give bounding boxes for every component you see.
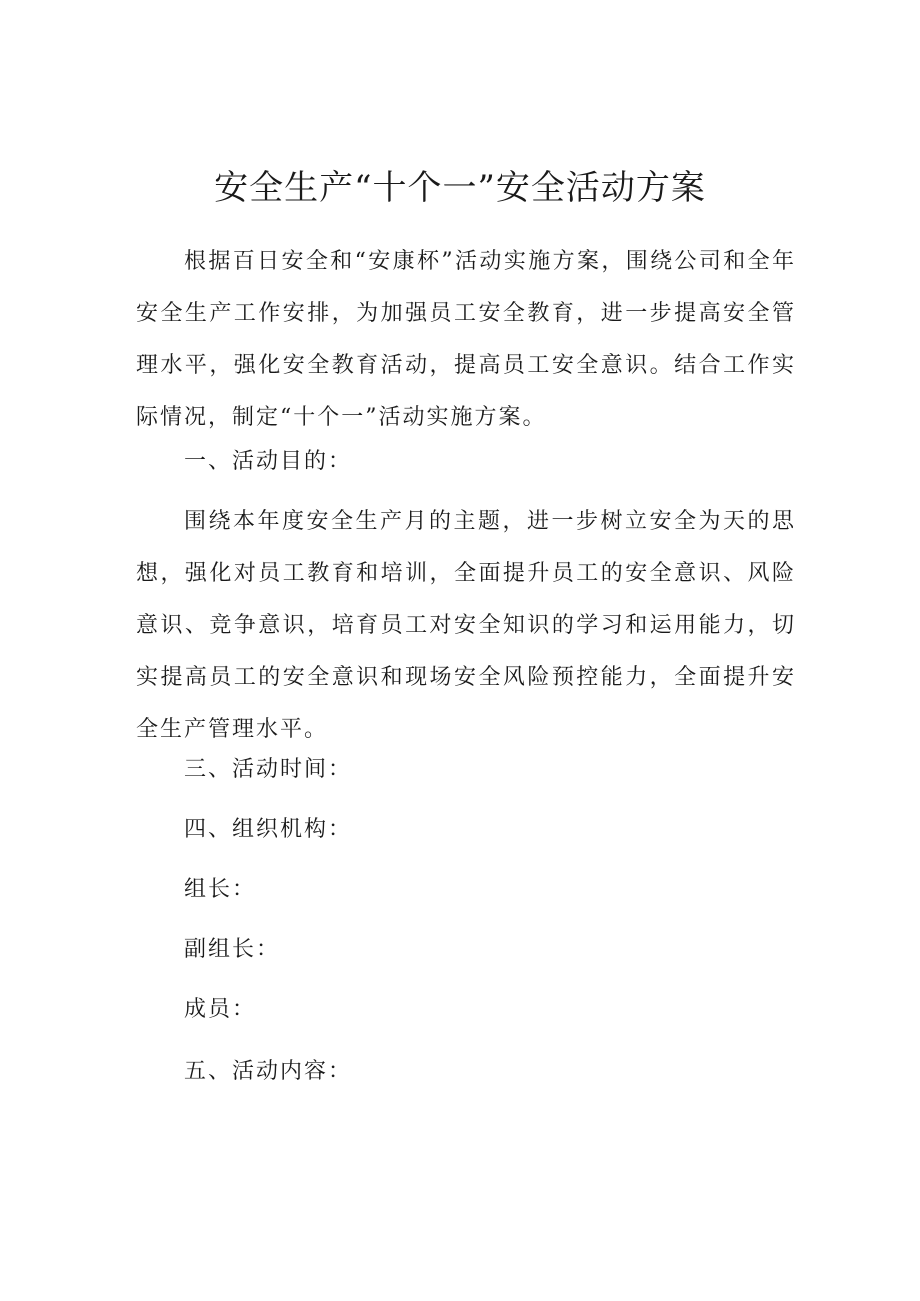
org-members-label: 成员： [184,997,257,1022]
org-leader-label: 组长： [184,877,257,902]
section-org-heading: 四、组织机构： [184,817,353,842]
intro-paragraph: 根据百日安全和“安康杯”活动实施方案，围绕公司和全年安全生产工作安排，为加强员工安全教育，进一步提高安全管理水平，强化安全教育活动，提高员工安全意识。结合工作实际情况，制定“十个一”活动实施方案。 [136,249,796,430]
section-goal-body: 围绕本年度安全生产月的主题，进一步树立安全为天的思想，强化对员工教育和培训，全面提升员工的安全意识、风险意识、竞争意识，培育员工对安全知识的学习和运用能力，切实提高员工的安全意识和现场安全风险预控能力，全面提升安全生产管理水平。 [136,509,796,742]
section-goal-heading: 一、活动目的： [184,449,353,474]
section-content-heading: 五、活动内容： [184,1059,353,1084]
document-title: 安全生产“十个一”安全活动方案 [214,168,706,208]
org-deputy-label: 副组长： [184,937,281,962]
section-time-heading: 三、活动时间： [184,757,353,782]
